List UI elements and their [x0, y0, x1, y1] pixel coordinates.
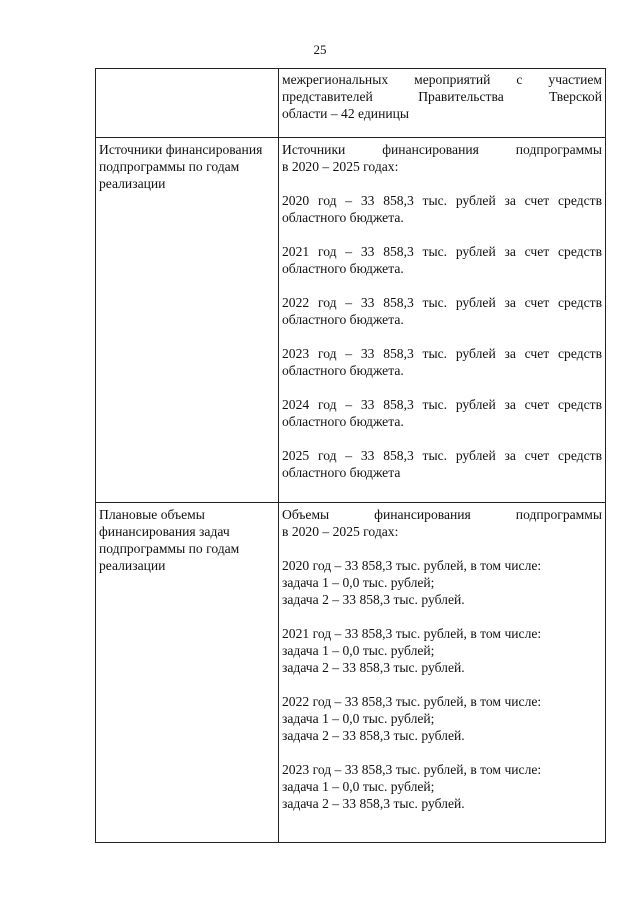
row-value-cell [279, 503, 606, 843]
year-task-financing [282, 557, 602, 608]
passport-table [95, 68, 606, 843]
page-number: 25 [313, 42, 327, 57]
text-line: представителей Правительства Тверской [282, 89, 602, 104]
text-line: задача 2 – 33 858,3 тыс. рублей. [282, 796, 465, 811]
text-line: области – 42 единицы [282, 106, 410, 121]
year-financing [282, 396, 602, 430]
row-label-cell: Источники финансирования подпрограммы по годам реализации [96, 138, 279, 503]
text-line: в 2020 – 2025 годах: [282, 524, 399, 539]
table-row [96, 138, 606, 503]
text-line: в 2020 – 2025 годах: [282, 159, 399, 174]
table-row [96, 503, 606, 843]
text-line: 2022 год – 33 858,3 тыс. рублей за счет средств [282, 295, 602, 310]
table-row [96, 69, 606, 138]
text-line: 2021 год – 33 858,3 тыс. рублей за счет средств [282, 244, 602, 259]
text-line: 2023 год – 33 858,3 тыс. рублей, в том числе: [282, 762, 542, 777]
financing-intro [282, 506, 602, 540]
year-task-financing [282, 693, 602, 744]
year-task-financing [282, 761, 602, 812]
text-line: 2025 год – 33 858,3 тыс. рублей за счет средств [282, 448, 602, 463]
text-line: 2020 год – 33 858,3 тыс. рублей за счет средств [282, 193, 602, 208]
year-financing [282, 294, 602, 328]
text-line: задача 1 – 0,0 тыс. рублей; [282, 779, 435, 794]
text-line: задача 1 – 0,0 тыс. рублей; [282, 711, 435, 726]
text-line: 2021 год – 33 858,3 тыс. рублей, в том числе: [282, 626, 542, 641]
text-line: задача 1 – 0,0 тыс. рублей; [282, 643, 435, 658]
text-line: областного бюджета. [282, 210, 404, 225]
text-line: задача 2 – 33 858,3 тыс. рублей. [282, 660, 465, 675]
row-label-cell: Плановые объемы финансирования задач подпрограммы по годам реализации [96, 503, 279, 843]
text-line: 2024 год – 33 858,3 тыс. рублей за счет средств [282, 397, 602, 412]
text-line: областного бюджета [282, 465, 401, 480]
text-line: межрегиональных мероприятий с участием [282, 72, 602, 87]
financing-intro [282, 141, 602, 175]
text-line: 2022 год – 33 858,3 тыс. рублей, в том числе: [282, 694, 542, 709]
year-financing [282, 345, 602, 379]
text-line: Источники финансирования подпрограммы [282, 142, 602, 157]
text-line: областного бюджета. [282, 363, 404, 378]
text-line: задача 2 – 33 858,3 тыс. рублей. [282, 592, 465, 607]
text-line: 2020 год – 33 858,3 тыс. рублей, в том числе: [282, 558, 542, 573]
text-line: задача 1 – 0,0 тыс. рублей; [282, 575, 435, 590]
text-line: областного бюджета. [282, 261, 404, 276]
year-financing [282, 447, 602, 481]
row-value-cell [279, 138, 606, 503]
row-value-cell [279, 69, 606, 138]
text-line: областного бюджета. [282, 414, 404, 429]
text-line: задача 2 – 33 858,3 тыс. рублей. [282, 728, 465, 743]
year-financing [282, 243, 602, 277]
text-line: Объемы финансирования подпрограммы [282, 507, 602, 522]
text-line: 2023 год – 33 858,3 тыс. рублей за счет средств [282, 346, 602, 361]
text-line: областного бюджета. [282, 312, 404, 327]
year-task-financing [282, 625, 602, 676]
row-label-cell [96, 69, 279, 138]
year-financing [282, 192, 602, 226]
